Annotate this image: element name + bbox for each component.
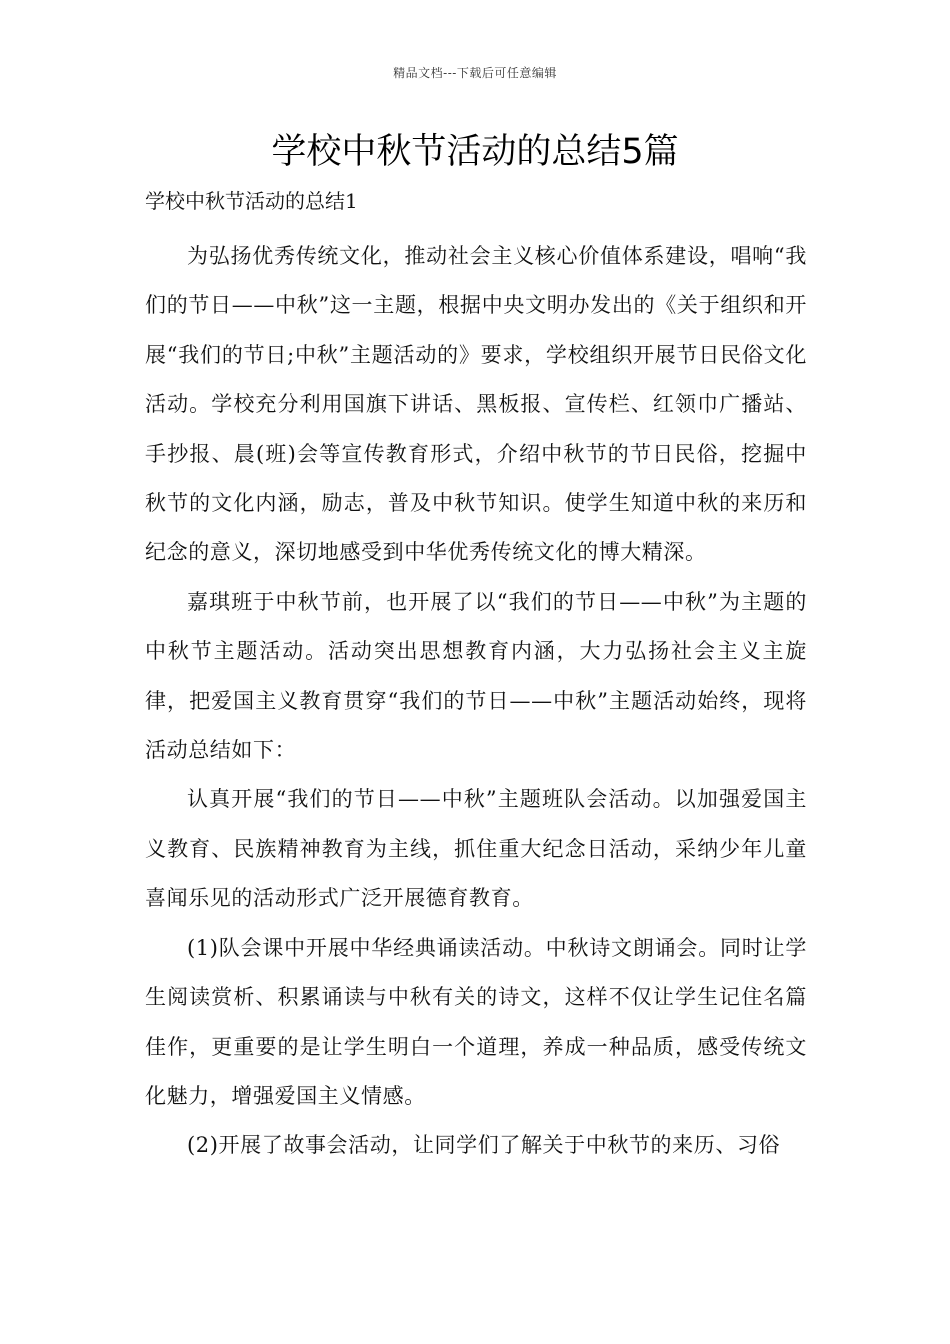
paragraph: 认真开展“我们的节日——中秋”主题班队会活动。以加强爱国主义教育、民族精神教育为主线，抓住重大纪念日活动，采纳少年儿童喜闻乐见的活动形式广泛开展德育教育。 <box>145 787 807 911</box>
paragraph: 为弘扬优秀传统文化，推动社会主义核心价值体系建设，唱响“我们的节日——中秋”这一主题，根据中央文明办发出的《关于组织和开展“我们的节日;中秋”主题活动的》要求，学校组织开展节日民俗文化活动。学校充分利用国旗下讲话、黑板报、宣传栏、红领巾广播站、手抄报、晨(班)会等宣传教育形式，介绍中秋节的节日民俗，挖掘中秋节的文化内涵，励志，普及中秋节知识。使学生知道中秋的来历和纪念的意义，深切地感受到中华优秀传统文化的博大精深。 <box>145 244 807 565</box>
paragraph: (1)队会课中开展中华经典诵读活动。中秋诗文朗诵会。同时让学生阅读赏析、积累诵读与中秋有关的诗文，这样不仅让学生记住名篇佳作，更重要的是让学生明白一个道理，养成一种品质，感受传统文化魅力，增强爱国主义情感。 <box>145 935 807 1108</box>
header-note: 精品文档---下载后可任意编辑 <box>393 66 557 80</box>
page-title: 学校中秋节活动的总结5篇 <box>271 132 679 172</box>
section-subtitle: 学校中秋节活动的总结1 <box>145 189 358 213</box>
paragraph: (2)开展了故事会活动，让同学们了解关于中秋节的来历、习俗 <box>187 1133 781 1158</box>
paragraph: 嘉琪班于中秋节前，也开展了以“我们的节日——中秋”为主题的中秋节主题活动。活动突出思想教育内涵，大力弘扬社会主义主旋律，把爱国主义教育贯穿“我们的节日——中秋”主题活动始终，现将活动总结如下： <box>145 589 807 763</box>
body-text <box>145 232 807 1171</box>
